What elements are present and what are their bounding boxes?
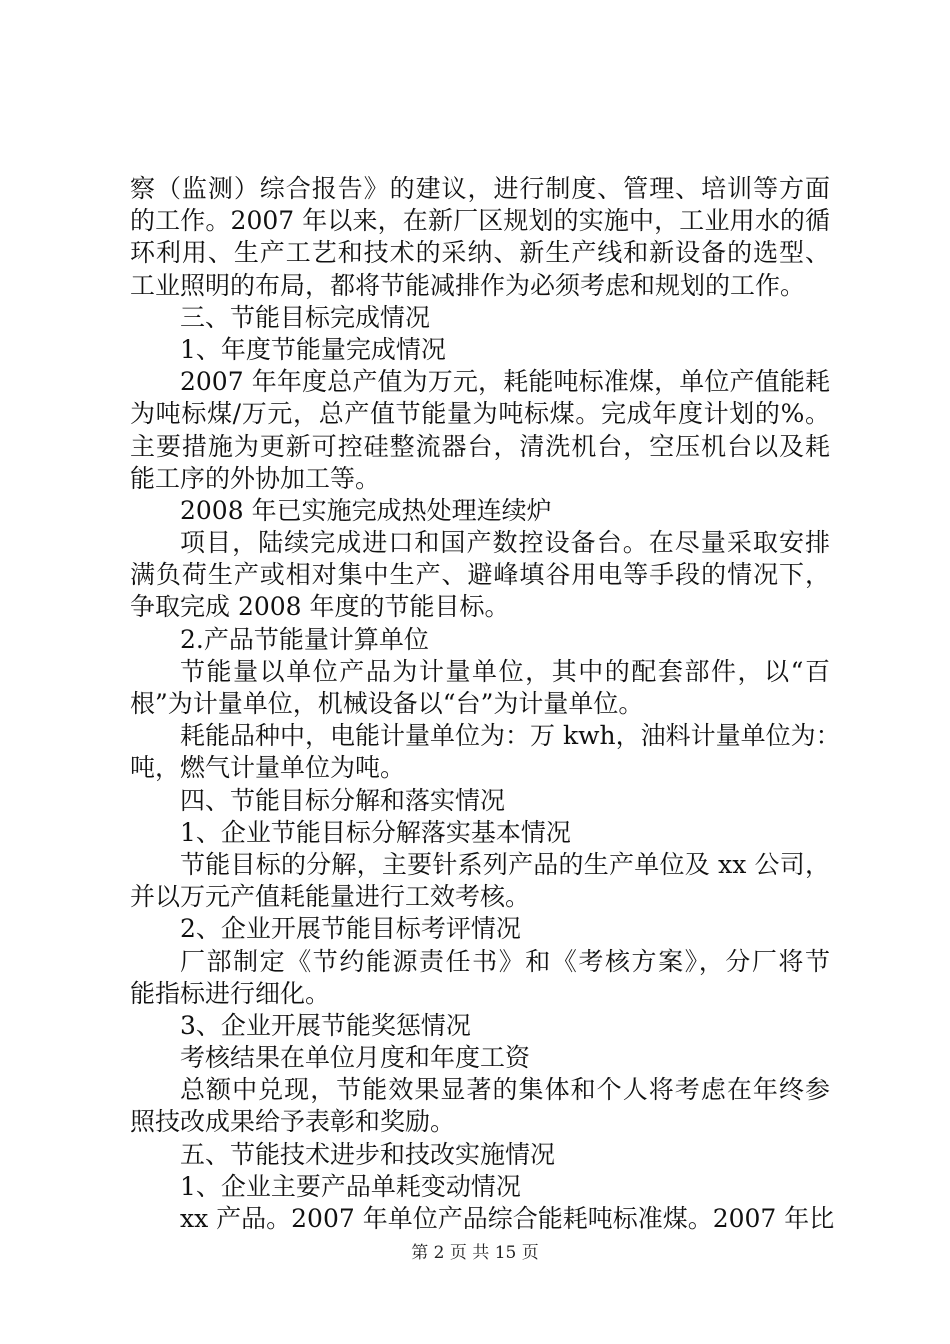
text-line: 1、企业主要产品单耗变动情况 <box>180 1171 521 1201</box>
text-line: 五、节能技术进步和技改实施情况 <box>180 1139 556 1169</box>
text-line: 吨，燃气计量单位为吨。 <box>130 753 406 783</box>
text-line: 能指标进行细化。 <box>130 978 331 1008</box>
text-line: 主要措施为更新可控硅整流器台，清洗机台，空压机台以及耗 <box>130 431 830 461</box>
text-line: 工业照明的布局，都将节能减排作为必须考虑和规划的工作。 <box>130 270 806 300</box>
text-line: 2.产品节能量计算单位 <box>180 624 429 654</box>
text-line: 项目，陆续完成进口和国产数控设备台。在尽量采取安排 <box>180 528 830 558</box>
text-line: 3、企业开展节能奖惩情况 <box>180 1010 471 1040</box>
text-line: 总额中兑现，节能效果显著的集体和个人将考虑在年终参 <box>180 1075 830 1105</box>
text-line: 1、企业节能目标分解落实基本情况 <box>180 817 571 847</box>
text-line: 满负荷生产或相对集中生产、避峰填谷用电等手段的情况下， <box>130 560 830 590</box>
text-line: 节能目标的分解，主要针系列产品的生产单位及 xx 公司， <box>180 849 830 879</box>
text-line: 为吨标煤/万元，总产值节能量为吨标煤。完成年度计划的%。 <box>130 399 830 429</box>
text-line: 考核结果在单位月度和年度工资 <box>180 1043 531 1073</box>
text-line: 争取完成 2008 年度的节能目标。 <box>130 592 510 622</box>
text-line: 能工序的外协加工等。 <box>130 463 381 493</box>
text-line: 三、节能目标完成情况 <box>180 302 431 332</box>
text-line: 四、节能目标分解和落实情况 <box>180 785 506 815</box>
text-line: 1、年度节能量完成情况 <box>180 334 446 364</box>
text-line: 并以万元产值耗能量进行工效考核。 <box>130 882 531 912</box>
page-footer: 第 2 页 共 15 页 <box>411 1243 539 1263</box>
text-line: xx 产品。2007 年单位产品综合能耗吨标准煤。2007 年比 <box>180 1204 835 1233</box>
text-line: 的工作。2007 年以来，在新厂区规划的实施中，工业用水的循 <box>130 206 830 236</box>
text-line: 察（监测）综合报告》的建议，进行制度、管理、培训等方面 <box>130 174 830 203</box>
text-line: 2007 年年度总产值为万元，耗能吨标准煤，单位产值能耗 <box>180 367 830 397</box>
text-line: 厂部制定《节约能源责任书》和《考核方案》，分厂将节 <box>180 946 830 976</box>
text-line: 耗能品种中，电能计量单位为：万 kwh，油料计量单位为： <box>180 721 841 751</box>
text-line: 2、企业开展节能目标考评情况 <box>180 914 521 944</box>
text-line: 照技改成果给予表彰和奖励。 <box>130 1107 456 1137</box>
text-line: 根”为计量单位，机械设备以“台”为计量单位。 <box>130 689 644 718</box>
document-body <box>130 173 841 1235</box>
text-line: 环利用、生产工艺和技术的采纳、新生产线和新设备的选型、 <box>130 238 830 268</box>
text-line: 2008 年已实施完成热处理连续炉 <box>180 495 552 525</box>
text-line: 节能量以单位产品为计量单位，其中的配套部件，以“百 <box>180 656 830 686</box>
